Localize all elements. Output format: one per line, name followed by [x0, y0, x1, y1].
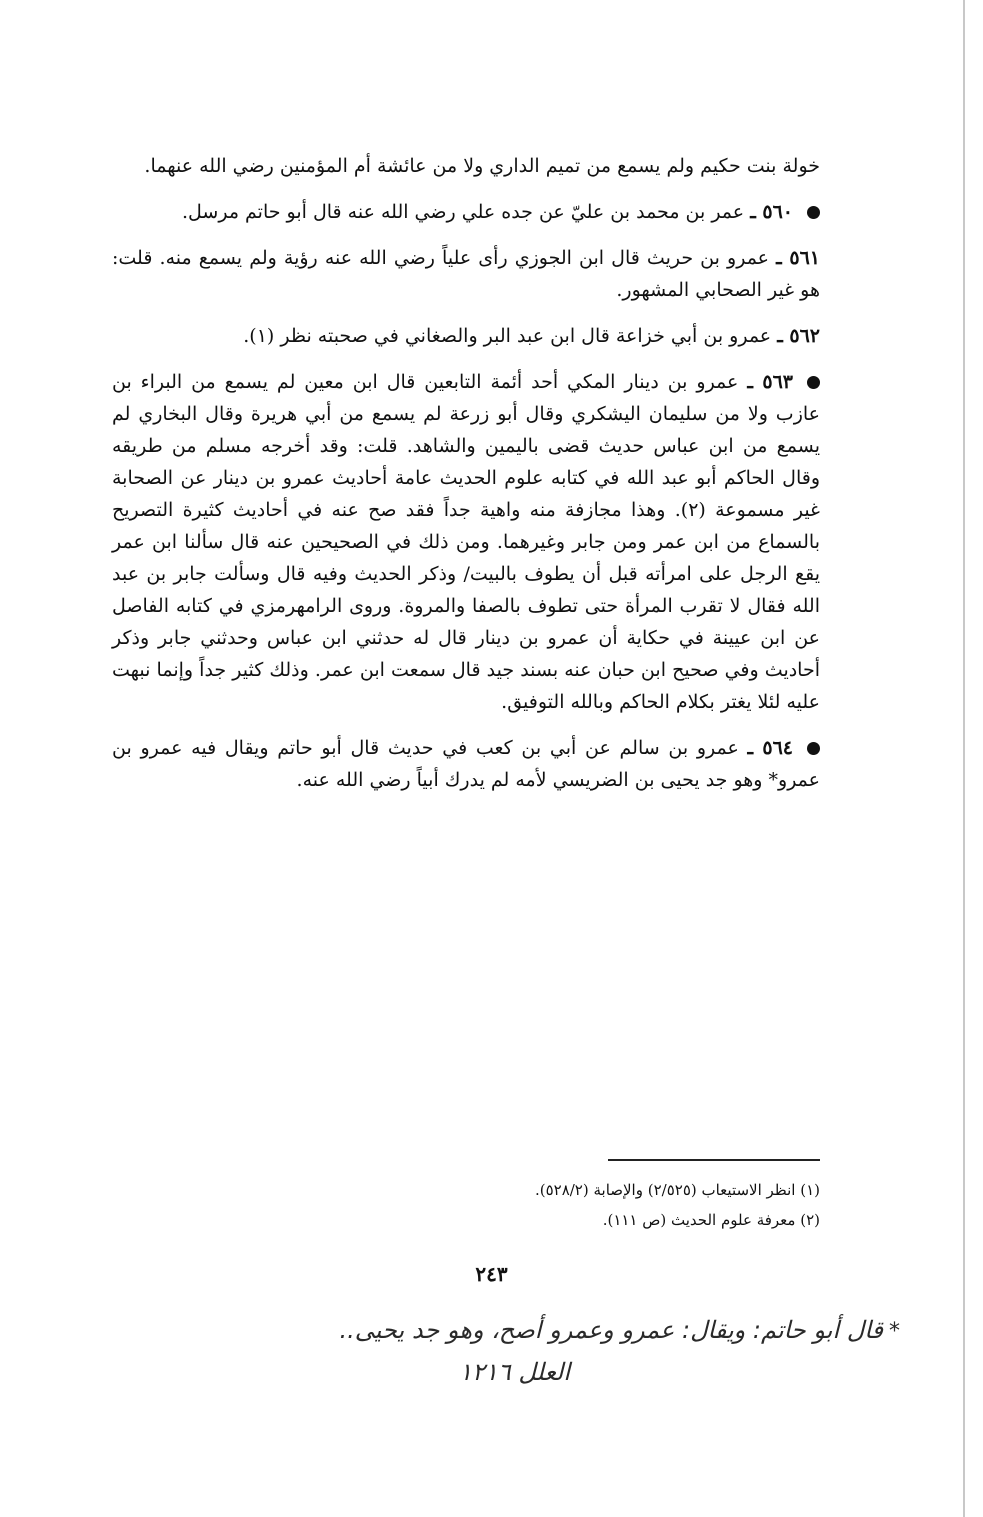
scan-edge-line — [963, 0, 965, 1517]
paragraph-text: خولة بنت حكيم ولم يسمع من تميم الداري ولا من عائشة أم المؤمنين رضي الله عنهما. — [144, 155, 820, 177]
entry-text: عمرو بن أبي خزاعة قال ابن عبد البر والصغاني في صحبته نظر (١). — [243, 325, 772, 347]
entry-text: عمرو بن حريث قال ابن الجوزي رأى علياً رضي الله عنه رؤية ولم يسمع منه. قلت: هو غير الصحابي المشهور. — [112, 247, 820, 301]
footnotes — [112, 1175, 820, 1235]
entry-561 — [112, 242, 820, 306]
asterisk-icon: * — [889, 1319, 900, 1344]
footnote-2: (٢) معرفة علوم الحديث (ص ١١١). — [602, 1211, 820, 1229]
entry-number: ٥٦٢ ـ — [777, 325, 820, 347]
page-number: ٢٤٣ — [475, 1262, 508, 1286]
entry-562 — [112, 320, 820, 352]
handwritten-line-1 — [60, 1310, 900, 1352]
entry-text: عمر بن محمد بن عليّ عن جده علي رضي الله عنه قال أبو حاتم مرسل. — [181, 201, 745, 223]
entry-text: عمرو بن سالم عن أبي بن كعب في حديث قال أبو حاتم ويقال فيه عمرو بن عمرو* وهو جد يحيى بن الضريسي لأمه لم يدرك أبياً رضي الله عنه. — [112, 737, 820, 791]
handwritten-margin-note — [60, 1310, 900, 1392]
entry-number: ٥٦٠ ـ — [750, 201, 793, 223]
footnote-1: (١) انظر الاستيعاب (٢/٥٢٥) والإصابة (٥٢٨/٢). — [534, 1181, 820, 1199]
bullet-dot-icon — [807, 376, 820, 389]
footnote-separator — [608, 1159, 820, 1161]
entry-564 — [112, 732, 820, 796]
bullet-dot-icon — [807, 206, 820, 219]
bullet-dot-icon — [807, 742, 820, 755]
page-body — [112, 150, 820, 810]
entry-number: ٥٦٤ ـ — [747, 737, 793, 759]
handwritten-text: قال أبو حاتم: ويقال: عمرو وعمرو أصح، وهو جد يحيى.. — [339, 1316, 883, 1344]
handwritten-line-2: العلل ١٢١٦ — [459, 1358, 570, 1386]
entry-560 — [112, 196, 820, 228]
entry-text: عمرو بن دينار المكي أحد أئمة التابعين قال ابن معين لم يسمع من البراء بن عازب ولا من سليمان اليشكري وقال أبو زرعة لم يسمع من أبي هريرة وقال البخاري لم يسمع من ابن عباس حديث قضى باليمين والشاهد. قلت: وقد أخرجه مسلم من طريقه وقال الحاكم أبو عبد الله في كتابه علوم الحديث عامة أحاديث عمرو بن دينار عن الصحابة غير مسموعة (٢). وهذا مجازفة منه واهية جداً فقد صح عنه في أحاديث كثيرة التصريح بالسماع من ابن عمر ومن جابر وغيرهما. ومن ذلك في الصحيحين عنه قال سألنا ابن عمر يقع الرجل على امرأته قبل أن يطوف بالبيت/ وذكر الحديث وفيه قال وسألت جابر بن عبد الله فقال لا تقرب المرأة حتى تطوف بالصفا والمروة. وروى الرامهرمزي في كتابه الفاصل عن ابن عيينة في حكاية أن عمرو بن دينار قال له حدثني ابن عباس وحدثني جابر وذكر أحاديث وفي صحيح ابن حبان عنه بسند جيد قال سمعت ابن عمر. وذلك كثير جداً وإنما نبهت عليه لئلا يغتر بكلام الحاكم وبالله التوفيق. — [112, 371, 820, 713]
entry-number: ٥٦١ ـ — [776, 247, 820, 269]
paragraph-continuation — [112, 150, 820, 182]
entry-563 — [112, 366, 820, 718]
entry-number: ٥٦٣ ـ — [747, 371, 794, 393]
